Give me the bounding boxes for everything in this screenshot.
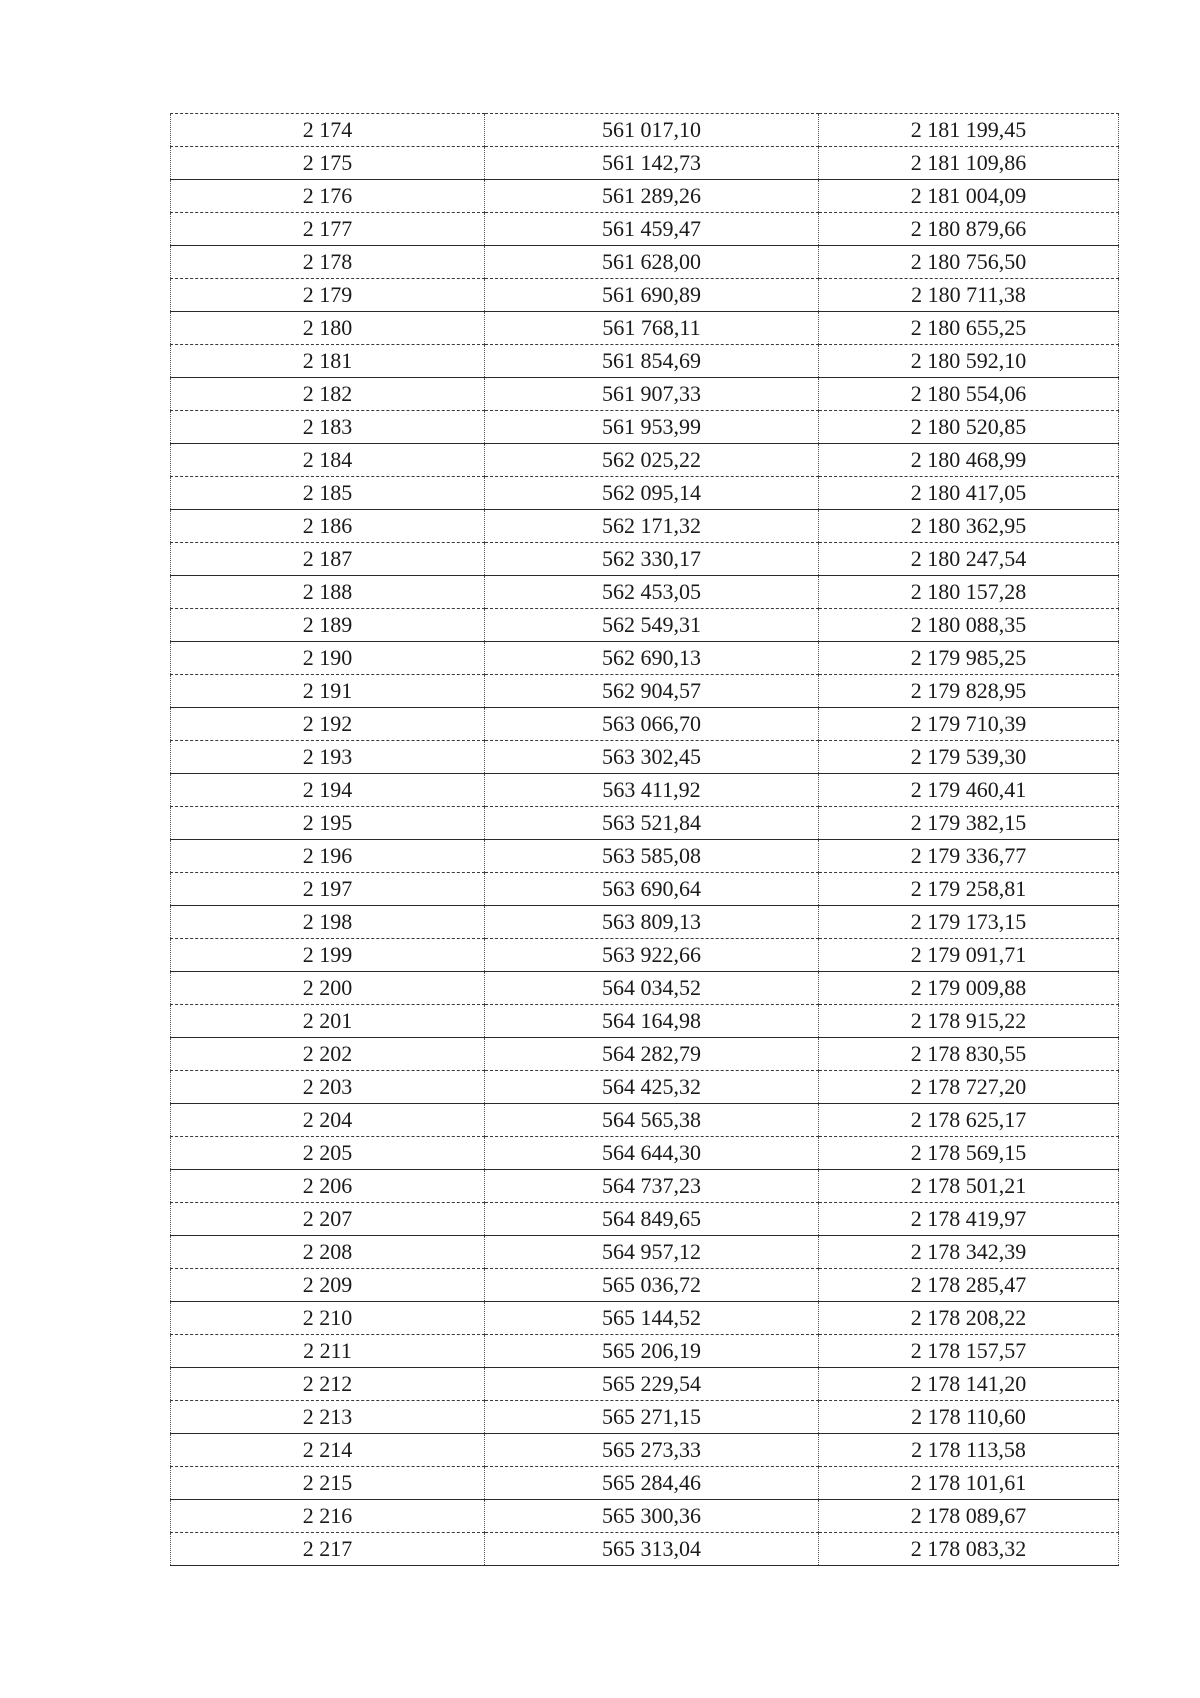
y-coordinate-cell: 2 178 625,17 xyxy=(819,1104,1119,1137)
table-row xyxy=(171,411,1119,444)
x-coordinate-cell: 563 521,84 xyxy=(485,807,819,840)
y-coordinate-cell: 2 179 460,41 xyxy=(819,774,1119,807)
y-coordinate-cell: 2 180 088,35 xyxy=(819,609,1119,642)
y-coordinate-cell: 2 180 520,85 xyxy=(819,411,1119,444)
x-coordinate-cell: 563 585,08 xyxy=(485,840,819,873)
x-coordinate-cell: 564 849,65 xyxy=(485,1203,819,1236)
y-coordinate-cell: 2 178 830,55 xyxy=(819,1038,1119,1071)
table-row xyxy=(171,1269,1119,1302)
table-row xyxy=(171,939,1119,972)
point-number-cell: 2 184 xyxy=(171,444,485,477)
point-number-cell: 2 217 xyxy=(171,1533,485,1566)
y-coordinate-cell: 2 179 173,15 xyxy=(819,906,1119,939)
x-coordinate-cell: 564 282,79 xyxy=(485,1038,819,1071)
point-number-cell: 2 195 xyxy=(171,807,485,840)
x-coordinate-cell: 565 300,36 xyxy=(485,1500,819,1533)
table-row xyxy=(171,1236,1119,1269)
y-coordinate-cell: 2 179 710,39 xyxy=(819,708,1119,741)
coordinate-table-body xyxy=(171,114,1119,1566)
x-coordinate-cell: 565 036,72 xyxy=(485,1269,819,1302)
point-number-cell: 2 177 xyxy=(171,213,485,246)
table-row xyxy=(171,708,1119,741)
x-coordinate-cell: 564 737,23 xyxy=(485,1170,819,1203)
point-number-cell: 2 210 xyxy=(171,1302,485,1335)
table-row xyxy=(171,180,1119,213)
table-row xyxy=(171,642,1119,675)
table-row xyxy=(171,576,1119,609)
x-coordinate-cell: 565 144,52 xyxy=(485,1302,819,1335)
x-coordinate-cell: 563 302,45 xyxy=(485,741,819,774)
point-number-cell: 2 201 xyxy=(171,1005,485,1038)
table-row xyxy=(171,114,1119,147)
table-row xyxy=(171,543,1119,576)
point-number-cell: 2 189 xyxy=(171,609,485,642)
x-coordinate-cell: 563 066,70 xyxy=(485,708,819,741)
y-coordinate-cell: 2 181 109,86 xyxy=(819,147,1119,180)
y-coordinate-cell: 2 181 199,45 xyxy=(819,114,1119,147)
x-coordinate-cell: 562 095,14 xyxy=(485,477,819,510)
point-number-cell: 2 192 xyxy=(171,708,485,741)
table-row xyxy=(171,1302,1119,1335)
point-number-cell: 2 198 xyxy=(171,906,485,939)
point-number-cell: 2 188 xyxy=(171,576,485,609)
table-row xyxy=(171,444,1119,477)
y-coordinate-cell: 2 179 258,81 xyxy=(819,873,1119,906)
table-row xyxy=(171,609,1119,642)
y-coordinate-cell: 2 178 915,22 xyxy=(819,1005,1119,1038)
table-row xyxy=(171,675,1119,708)
x-coordinate-cell: 561 768,11 xyxy=(485,312,819,345)
table-row xyxy=(171,477,1119,510)
point-number-cell: 2 211 xyxy=(171,1335,485,1368)
x-coordinate-cell: 565 271,15 xyxy=(485,1401,819,1434)
x-coordinate-cell: 564 164,98 xyxy=(485,1005,819,1038)
y-coordinate-cell: 2 179 382,15 xyxy=(819,807,1119,840)
y-coordinate-cell: 2 178 083,32 xyxy=(819,1533,1119,1566)
x-coordinate-cell: 561 459,47 xyxy=(485,213,819,246)
y-coordinate-cell: 2 180 756,50 xyxy=(819,246,1119,279)
x-coordinate-cell: 562 330,17 xyxy=(485,543,819,576)
y-coordinate-cell: 2 178 285,47 xyxy=(819,1269,1119,1302)
table-row xyxy=(171,1137,1119,1170)
y-coordinate-cell: 2 178 157,57 xyxy=(819,1335,1119,1368)
point-number-cell: 2 193 xyxy=(171,741,485,774)
y-coordinate-cell: 2 179 828,95 xyxy=(819,675,1119,708)
x-coordinate-cell: 562 904,57 xyxy=(485,675,819,708)
x-coordinate-cell: 565 284,46 xyxy=(485,1467,819,1500)
x-coordinate-cell: 565 273,33 xyxy=(485,1434,819,1467)
coordinate-table xyxy=(170,113,1119,1566)
y-coordinate-cell: 2 178 089,67 xyxy=(819,1500,1119,1533)
x-coordinate-cell: 561 953,99 xyxy=(485,411,819,444)
x-coordinate-cell: 565 206,19 xyxy=(485,1335,819,1368)
y-coordinate-cell: 2 180 247,54 xyxy=(819,543,1119,576)
table-row xyxy=(171,510,1119,543)
x-coordinate-cell: 561 690,89 xyxy=(485,279,819,312)
table-row xyxy=(171,1170,1119,1203)
x-coordinate-cell: 564 644,30 xyxy=(485,1137,819,1170)
y-coordinate-cell: 2 178 101,61 xyxy=(819,1467,1119,1500)
point-number-cell: 2 176 xyxy=(171,180,485,213)
x-coordinate-cell: 562 690,13 xyxy=(485,642,819,675)
x-coordinate-cell: 563 690,64 xyxy=(485,873,819,906)
point-number-cell: 2 203 xyxy=(171,1071,485,1104)
table-row xyxy=(171,1434,1119,1467)
point-number-cell: 2 216 xyxy=(171,1500,485,1533)
y-coordinate-cell: 2 178 342,39 xyxy=(819,1236,1119,1269)
y-coordinate-cell: 2 178 113,58 xyxy=(819,1434,1119,1467)
point-number-cell: 2 215 xyxy=(171,1467,485,1500)
x-coordinate-cell: 564 425,32 xyxy=(485,1071,819,1104)
x-coordinate-cell: 561 907,33 xyxy=(485,378,819,411)
x-coordinate-cell: 564 957,12 xyxy=(485,1236,819,1269)
y-coordinate-cell: 2 179 539,30 xyxy=(819,741,1119,774)
point-number-cell: 2 181 xyxy=(171,345,485,378)
table-row xyxy=(171,1104,1119,1137)
table-row xyxy=(171,1368,1119,1401)
table-row xyxy=(171,213,1119,246)
y-coordinate-cell: 2 179 985,25 xyxy=(819,642,1119,675)
point-number-cell: 2 191 xyxy=(171,675,485,708)
point-number-cell: 2 207 xyxy=(171,1203,485,1236)
point-number-cell: 2 204 xyxy=(171,1104,485,1137)
point-number-cell: 2 185 xyxy=(171,477,485,510)
table-row xyxy=(171,345,1119,378)
point-number-cell: 2 187 xyxy=(171,543,485,576)
y-coordinate-cell: 2 180 362,95 xyxy=(819,510,1119,543)
x-coordinate-cell: 563 809,13 xyxy=(485,906,819,939)
y-coordinate-cell: 2 178 501,21 xyxy=(819,1170,1119,1203)
point-number-cell: 2 182 xyxy=(171,378,485,411)
table-row xyxy=(171,840,1119,873)
point-number-cell: 2 175 xyxy=(171,147,485,180)
table-row xyxy=(171,972,1119,1005)
point-number-cell: 2 197 xyxy=(171,873,485,906)
y-coordinate-cell: 2 178 208,22 xyxy=(819,1302,1119,1335)
x-coordinate-cell: 565 313,04 xyxy=(485,1533,819,1566)
point-number-cell: 2 205 xyxy=(171,1137,485,1170)
point-number-cell: 2 183 xyxy=(171,411,485,444)
table-row xyxy=(171,873,1119,906)
table-row xyxy=(171,1005,1119,1038)
x-coordinate-cell: 561 142,73 xyxy=(485,147,819,180)
point-number-cell: 2 202 xyxy=(171,1038,485,1071)
point-number-cell: 2 213 xyxy=(171,1401,485,1434)
y-coordinate-cell: 2 180 879,66 xyxy=(819,213,1119,246)
y-coordinate-cell: 2 178 141,20 xyxy=(819,1368,1119,1401)
point-number-cell: 2 208 xyxy=(171,1236,485,1269)
x-coordinate-cell: 565 229,54 xyxy=(485,1368,819,1401)
table-row xyxy=(171,279,1119,312)
y-coordinate-cell: 2 180 711,38 xyxy=(819,279,1119,312)
x-coordinate-cell: 561 628,00 xyxy=(485,246,819,279)
point-number-cell: 2 196 xyxy=(171,840,485,873)
y-coordinate-cell: 2 178 569,15 xyxy=(819,1137,1119,1170)
x-coordinate-cell: 561 854,69 xyxy=(485,345,819,378)
table-row xyxy=(171,1203,1119,1236)
x-coordinate-cell: 564 034,52 xyxy=(485,972,819,1005)
point-number-cell: 2 200 xyxy=(171,972,485,1005)
y-coordinate-cell: 2 180 157,28 xyxy=(819,576,1119,609)
point-number-cell: 2 206 xyxy=(171,1170,485,1203)
y-coordinate-cell: 2 180 554,06 xyxy=(819,378,1119,411)
table-row xyxy=(171,1401,1119,1434)
point-number-cell: 2 174 xyxy=(171,114,485,147)
point-number-cell: 2 212 xyxy=(171,1368,485,1401)
x-coordinate-cell: 562 171,32 xyxy=(485,510,819,543)
table-row xyxy=(171,807,1119,840)
y-coordinate-cell: 2 180 468,99 xyxy=(819,444,1119,477)
x-coordinate-cell: 561 289,26 xyxy=(485,180,819,213)
point-number-cell: 2 186 xyxy=(171,510,485,543)
table-row xyxy=(171,774,1119,807)
table-row xyxy=(171,906,1119,939)
point-number-cell: 2 194 xyxy=(171,774,485,807)
table-row xyxy=(171,246,1119,279)
x-coordinate-cell: 564 565,38 xyxy=(485,1104,819,1137)
y-coordinate-cell: 2 178 110,60 xyxy=(819,1401,1119,1434)
y-coordinate-cell: 2 178 419,97 xyxy=(819,1203,1119,1236)
y-coordinate-cell: 2 179 336,77 xyxy=(819,840,1119,873)
table-row xyxy=(171,1071,1119,1104)
table-row xyxy=(171,147,1119,180)
table-row xyxy=(171,378,1119,411)
point-number-cell: 2 178 xyxy=(171,246,485,279)
point-number-cell: 2 179 xyxy=(171,279,485,312)
x-coordinate-cell: 562 549,31 xyxy=(485,609,819,642)
point-number-cell: 2 190 xyxy=(171,642,485,675)
y-coordinate-cell: 2 180 592,10 xyxy=(819,345,1119,378)
x-coordinate-cell: 563 411,92 xyxy=(485,774,819,807)
table-row xyxy=(171,1467,1119,1500)
x-coordinate-cell: 561 017,10 xyxy=(485,114,819,147)
y-coordinate-cell: 2 179 009,88 xyxy=(819,972,1119,1005)
table-row xyxy=(171,1335,1119,1368)
y-coordinate-cell: 2 180 655,25 xyxy=(819,312,1119,345)
point-number-cell: 2 214 xyxy=(171,1434,485,1467)
point-number-cell: 2 209 xyxy=(171,1269,485,1302)
y-coordinate-cell: 2 179 091,71 xyxy=(819,939,1119,972)
x-coordinate-cell: 563 922,66 xyxy=(485,939,819,972)
x-coordinate-cell: 562 025,22 xyxy=(485,444,819,477)
point-number-cell: 2 199 xyxy=(171,939,485,972)
y-coordinate-cell: 2 181 004,09 xyxy=(819,180,1119,213)
table-row xyxy=(171,1038,1119,1071)
table-row xyxy=(171,1500,1119,1533)
x-coordinate-cell: 562 453,05 xyxy=(485,576,819,609)
table-row xyxy=(171,312,1119,345)
y-coordinate-cell: 2 180 417,05 xyxy=(819,477,1119,510)
point-number-cell: 2 180 xyxy=(171,312,485,345)
y-coordinate-cell: 2 178 727,20 xyxy=(819,1071,1119,1104)
table-row xyxy=(171,741,1119,774)
table-row xyxy=(171,1533,1119,1566)
